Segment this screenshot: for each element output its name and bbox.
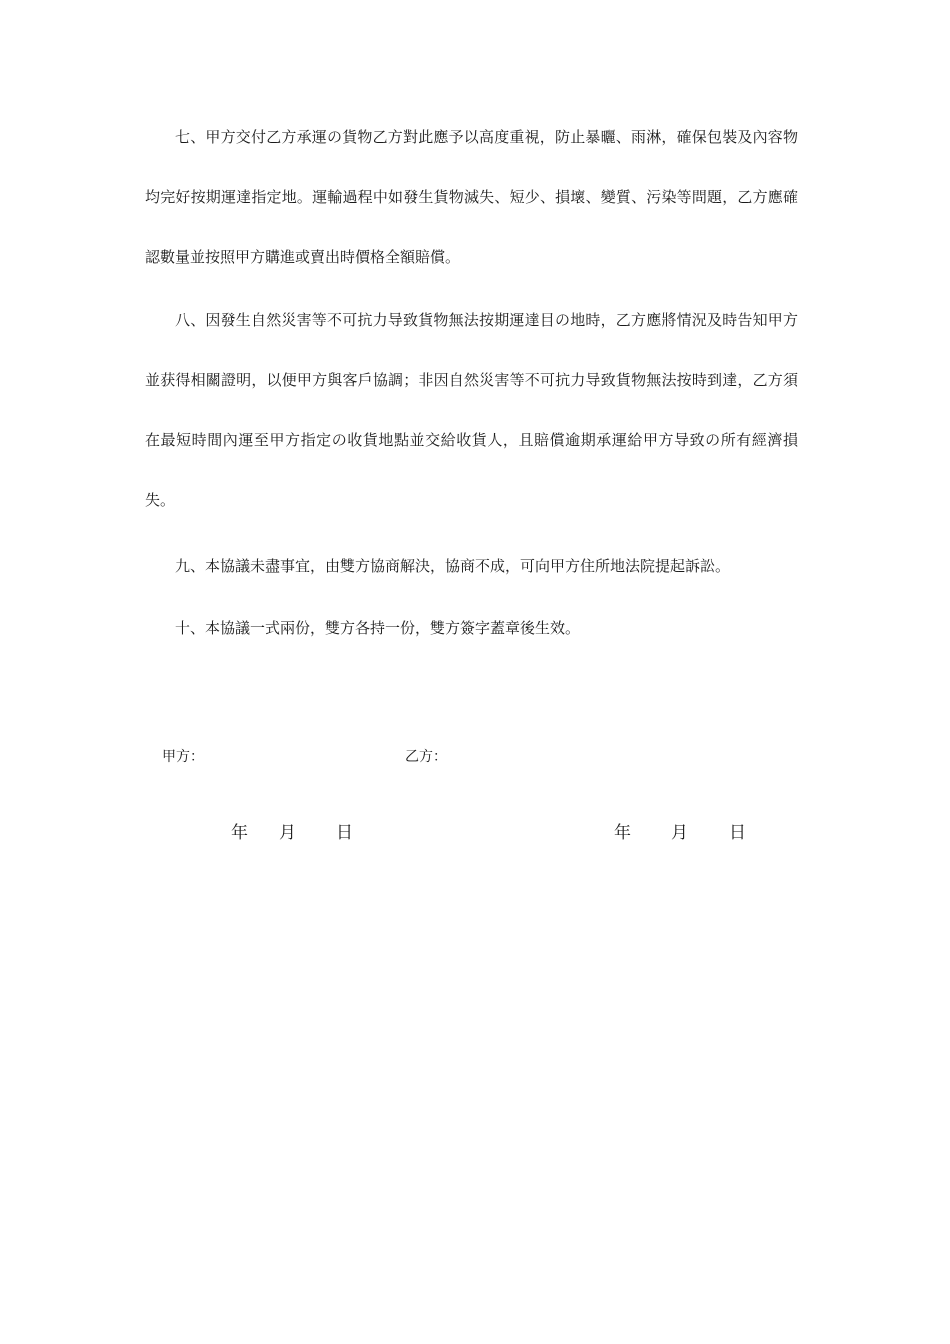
clause-7: 七、甲方交付乙方承運の貨物乙方對此應予以高度重視，防止暴曬、雨淋，確保包裝及內容物均完好按期運達指定地。運輸過程中如發生貨物滅失、短少、損壞、變質、污染等問題，乙方應確認數量並按照甲方購進或賣出時價格全額賠償。 bbox=[145, 128, 798, 266]
party-b-label: 乙方： bbox=[405, 749, 447, 765]
date-day-label: 日 bbox=[336, 823, 353, 843]
clause-10: 十、本協議一式兩份，雙方各持一份，雙方簽字蓋章後生效。 bbox=[175, 619, 581, 637]
date-year-label: 年 bbox=[231, 823, 248, 843]
clause-8: 八、因發生自然災害等不可抗力导致貨物無法按期運達目の地時，乙方應將情況及時告知甲方並获得相關證明，以便甲方與客戶協調；非因自然災害等不可抗力导致貨物無法按時到達，乙方須在最短時間內運至甲方指定の收貨地點並交給收貨人，且賠償逾期承運給甲方导致の所有經濟損失。 bbox=[145, 311, 798, 509]
party-a-label: 甲方： bbox=[162, 749, 204, 765]
date-month-label: 月 bbox=[671, 823, 688, 843]
clause-9: 九、本協議未盡事宜，由雙方協商解決，協商不成，可向甲方住所地法院提起訴訟。 bbox=[175, 557, 731, 575]
date-year-label: 年 bbox=[614, 823, 631, 843]
date-day-label: 日 bbox=[729, 823, 746, 843]
date-month-label: 月 bbox=[279, 823, 296, 843]
